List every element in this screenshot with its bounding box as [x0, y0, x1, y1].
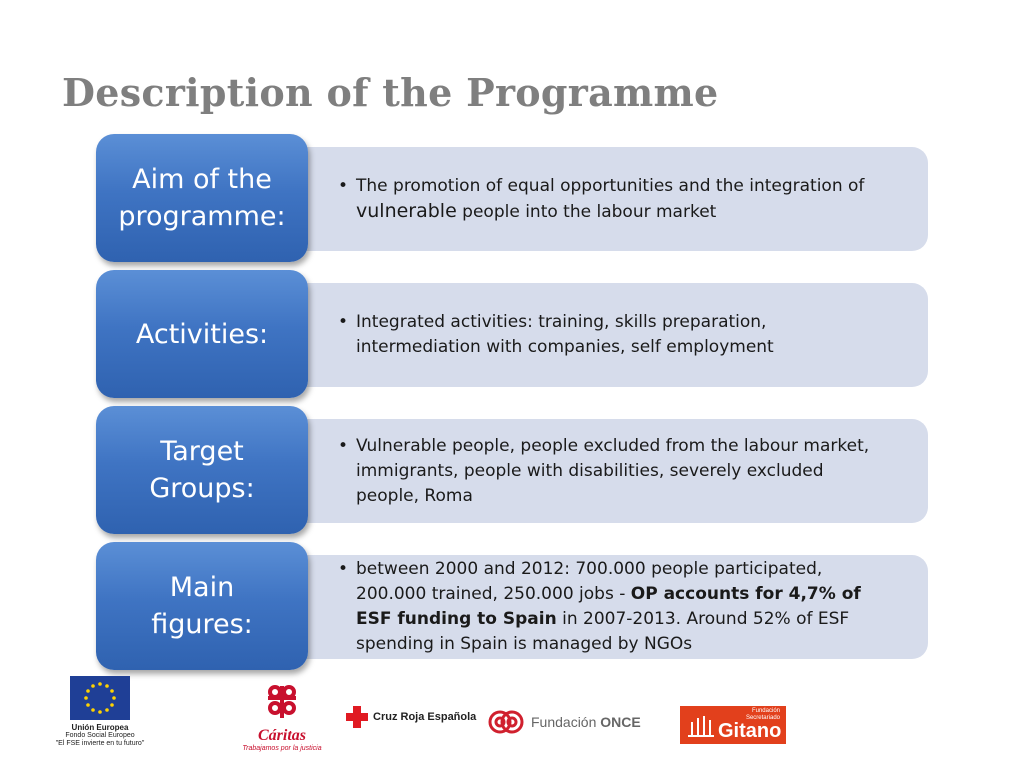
- bullet-text: Integrated activities: training, skills preparation, intermediation with companies, self employment: [356, 312, 774, 357]
- slide-title: Description of the Programme: [62, 70, 719, 115]
- eu-logo: [50, 676, 150, 748]
- bullet-item: [338, 557, 882, 657]
- bullet-list: [338, 147, 882, 251]
- bullet-icon: •: [338, 175, 349, 196]
- row-main-figures: [96, 542, 930, 674]
- bullet-text: Vulnerable people, people excluded from the labour market, immigrants, people with disabilities, severely excluded people, Roma: [356, 435, 870, 506]
- bullet-text: The promotion of equal opportunities and the integration of vulnerable people into the labour market: [356, 175, 865, 222]
- bullet-item: [338, 174, 882, 225]
- row-target-groups: [96, 406, 930, 538]
- eu-motto: "El FSE invierte en tu futuro": [55, 740, 145, 747]
- once-logo: [487, 708, 641, 736]
- row-label: Aim of the programme:: [118, 164, 286, 232]
- bullet-text: between 2000 and 2012: 700.000 people participated, 200.000 trained, 250.000 jobs - OP accounts for 4,7% of ESF funding to Spain in 2007-2013. Around 52% of ESF spending in Spain is managed by NGOs: [356, 559, 861, 654]
- label-box: [96, 406, 308, 534]
- caritas-cross-icon: [264, 684, 300, 720]
- caritas-name: Cáritas: [257, 727, 306, 744]
- eu-flag-icon: [70, 676, 130, 720]
- row-label: Target Groups:: [149, 436, 255, 504]
- cruz-roja-name: Cruz Roja Española: [373, 711, 477, 723]
- caritas-tagline: Trabajamos por la justicia: [242, 745, 322, 752]
- row-label: Activities:: [135, 318, 269, 350]
- gitano-small-text: Fundación Secretariado: [745, 708, 780, 721]
- row-activities: [96, 270, 930, 402]
- once-rings-icon: [487, 708, 525, 736]
- gitano-name: Gitano: [718, 720, 782, 742]
- bullet-icon: •: [338, 559, 349, 579]
- logo-strip: [0, 672, 1024, 768]
- bullet-icon: •: [338, 312, 349, 332]
- once-name: Fundación ONCE: [531, 714, 641, 730]
- bullet-list: [338, 555, 882, 659]
- label-box: [96, 270, 308, 398]
- red-cross-icon: [346, 706, 368, 728]
- label-box: [96, 134, 308, 262]
- eu-sub: Fondo Social Europeo: [65, 732, 135, 739]
- gitano-wheel-icon: [684, 708, 718, 742]
- caritas-logo: [242, 684, 322, 752]
- bullet-list: [338, 419, 882, 523]
- eu-name: Unión Europea: [71, 723, 129, 732]
- bullet-item: [338, 434, 882, 509]
- row-aim: [96, 134, 930, 266]
- bullet-list: [338, 283, 882, 387]
- fundacion-gitano-logo: [680, 706, 786, 744]
- bullet-item: [338, 310, 882, 360]
- cruz-roja-logo: [346, 706, 476, 728]
- row-label: Main figures:: [151, 572, 253, 640]
- label-box: [96, 542, 308, 670]
- bullet-icon: •: [338, 435, 349, 456]
